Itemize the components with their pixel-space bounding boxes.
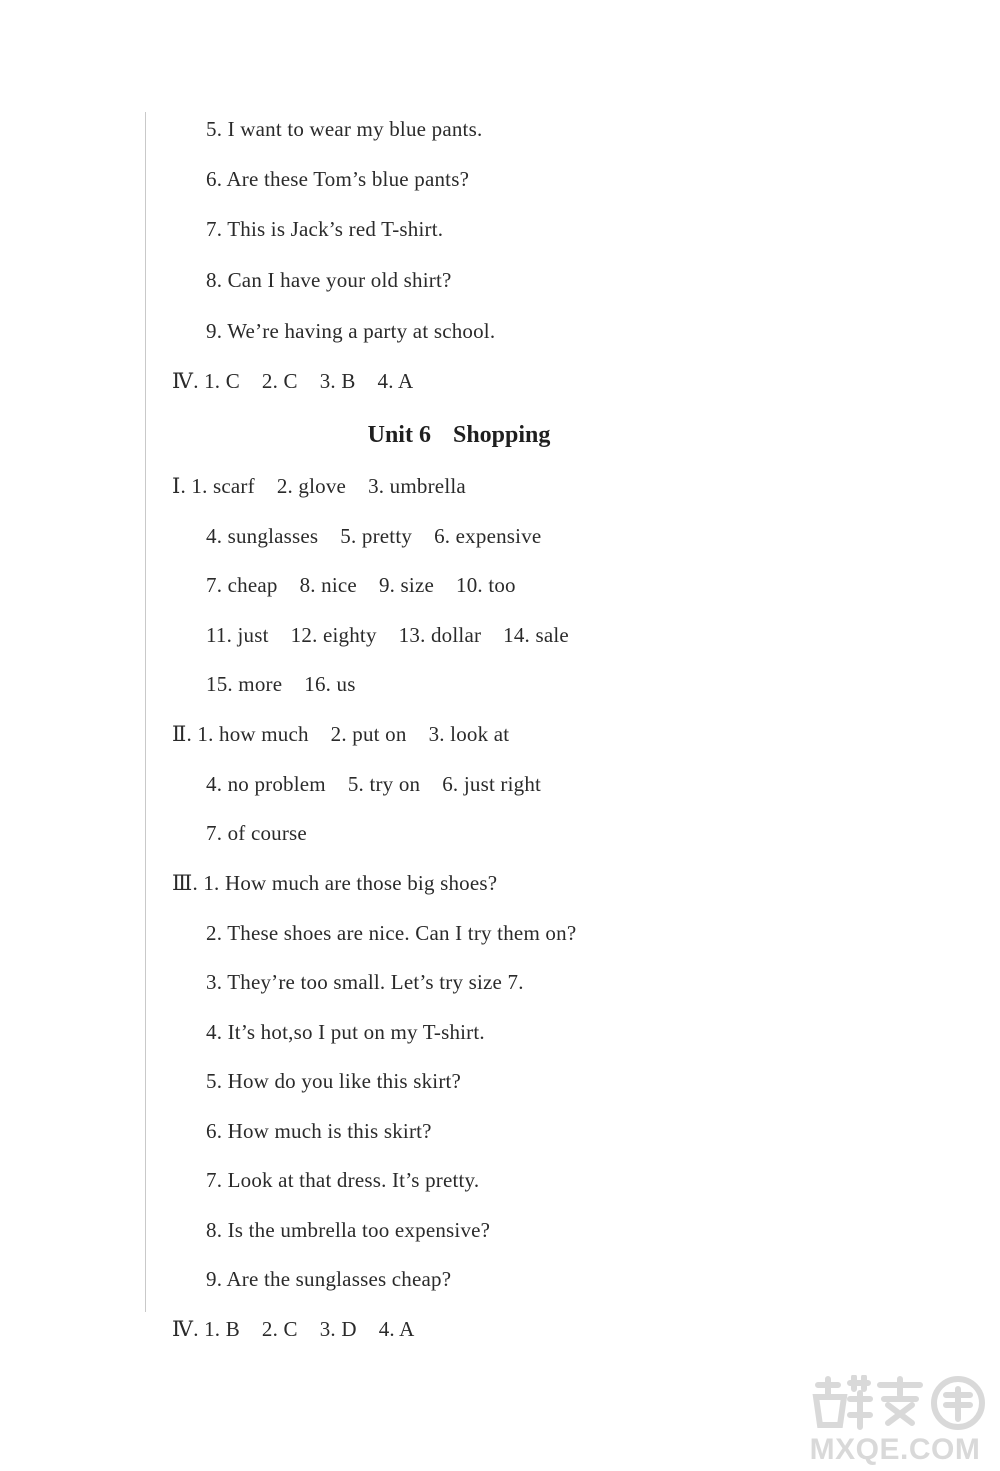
part1-answer: 4. sunglasses (206, 524, 319, 548)
part1-row1: Ⅰ. 1. scarf 2. glove 3. umbrella (172, 471, 466, 501)
prev-part4-numeral: Ⅳ (172, 369, 194, 393)
part4-answer: 2. C (261, 1317, 298, 1341)
watermark-logo (800, 1375, 990, 1467)
part2-answer: 6. just right (442, 772, 542, 796)
part1-answer: 3. umbrella (368, 474, 466, 498)
part1-answer: 7. cheap (206, 573, 278, 597)
prev-answer-7: 7. This is Jack’s red T-shirt. (206, 217, 444, 241)
part2-answer: 2. put on (330, 722, 407, 746)
part2-answer: 1. how much (197, 722, 309, 746)
part3-line-9: 9. Are the sunglasses cheap? (206, 1267, 452, 1291)
part2-answer: 4. no problem (206, 772, 326, 796)
unit-number: Unit 6 (367, 422, 431, 448)
part3-line-1: Ⅲ. 1. How much are those big shoes? (172, 868, 497, 898)
unit-name: Shopping (452, 422, 551, 448)
part1-row5 (206, 669, 356, 699)
part1-row4 (206, 620, 569, 650)
margin-rule (145, 112, 146, 1312)
part1-answer: 14. sale (503, 623, 569, 647)
prev-part4-answer: 3. B (319, 369, 356, 393)
part3-line-4: 4. It’s hot,so I put on my T-shirt. (206, 1020, 485, 1044)
part2-answer: 3. look at (428, 722, 510, 746)
part2-row2 (206, 769, 541, 799)
part3-line-3: 3. They’re too small. Let’s try size 7. (206, 970, 524, 994)
watermark-site: MXQE.COM (809, 1433, 981, 1466)
part1-answer: 12. eighty (290, 623, 377, 647)
part3-numeral: Ⅲ (172, 871, 193, 895)
part4-line: Ⅳ. 1. B 2. C 3. D 4. A (172, 1314, 415, 1344)
part1-answer: 16. us (304, 672, 356, 696)
part1-answer: 5. pretty (340, 524, 413, 548)
prev-part4-answer: 2. C (261, 369, 298, 393)
prev-answer-9: 9. We’re having a party at school. (206, 319, 496, 343)
part3-line-8: 8. Is the umbrella too expensive? (206, 1218, 491, 1242)
part3-line-2: 2. These shoes are nice. Can I try them on? (206, 921, 577, 945)
prev-part4-answer: 4. A (377, 369, 414, 393)
watermark-chars-icon (810, 1375, 990, 1431)
part1-answer: 11. just (206, 623, 269, 647)
unit-title (0, 419, 918, 451)
part2-answer: 5. try on (347, 772, 421, 796)
prev-answer-6: 6. Are these Tom’s blue pants? (206, 167, 470, 191)
part1-answer: 10. too (456, 573, 516, 597)
part1-answer: 1. scarf (191, 474, 255, 498)
part1-numeral: Ⅰ (172, 474, 181, 498)
part1-answer: 13. dollar (398, 623, 482, 647)
part4-numeral: Ⅳ (172, 1317, 194, 1341)
prev-part4-answer: 1. C (204, 369, 240, 393)
part3-answer: 1. How much are those big shoes? (203, 871, 498, 895)
part1-answer: 2. glove (276, 474, 347, 498)
part1-answer: 6. expensive (434, 524, 542, 548)
part2-row3 (206, 818, 307, 848)
part3-line-5: 5. How do you like this skirt? (206, 1069, 462, 1093)
part1-answer: 15. more (206, 672, 283, 696)
part1-answer: 9. size (378, 573, 435, 597)
prev-answer-5: 5. I want to wear my blue pants. (206, 117, 483, 141)
prev-part4-line: Ⅳ. 1. C 2. C 3. B 4. A (172, 366, 413, 396)
part1-answer: 8. nice (299, 573, 357, 597)
part1-row2 (206, 521, 541, 551)
part4-answer: 1. B (204, 1317, 240, 1341)
part2-numeral: Ⅱ (172, 722, 187, 746)
part3-line-6: 6. How much is this skirt? (206, 1119, 432, 1143)
part2-answer: 7. of course (206, 821, 307, 845)
part2-row1: Ⅱ. 1. how much 2. put on 3. look at (172, 719, 509, 749)
part1-row3 (206, 570, 516, 600)
part3-line-7: 7. Look at that dress. It’s pretty. (206, 1168, 480, 1192)
part4-answer: 3. D (319, 1317, 357, 1341)
prev-answer-8: 8. Can I have your old shirt? (206, 268, 452, 292)
part4-answer: 4. A (378, 1317, 415, 1341)
